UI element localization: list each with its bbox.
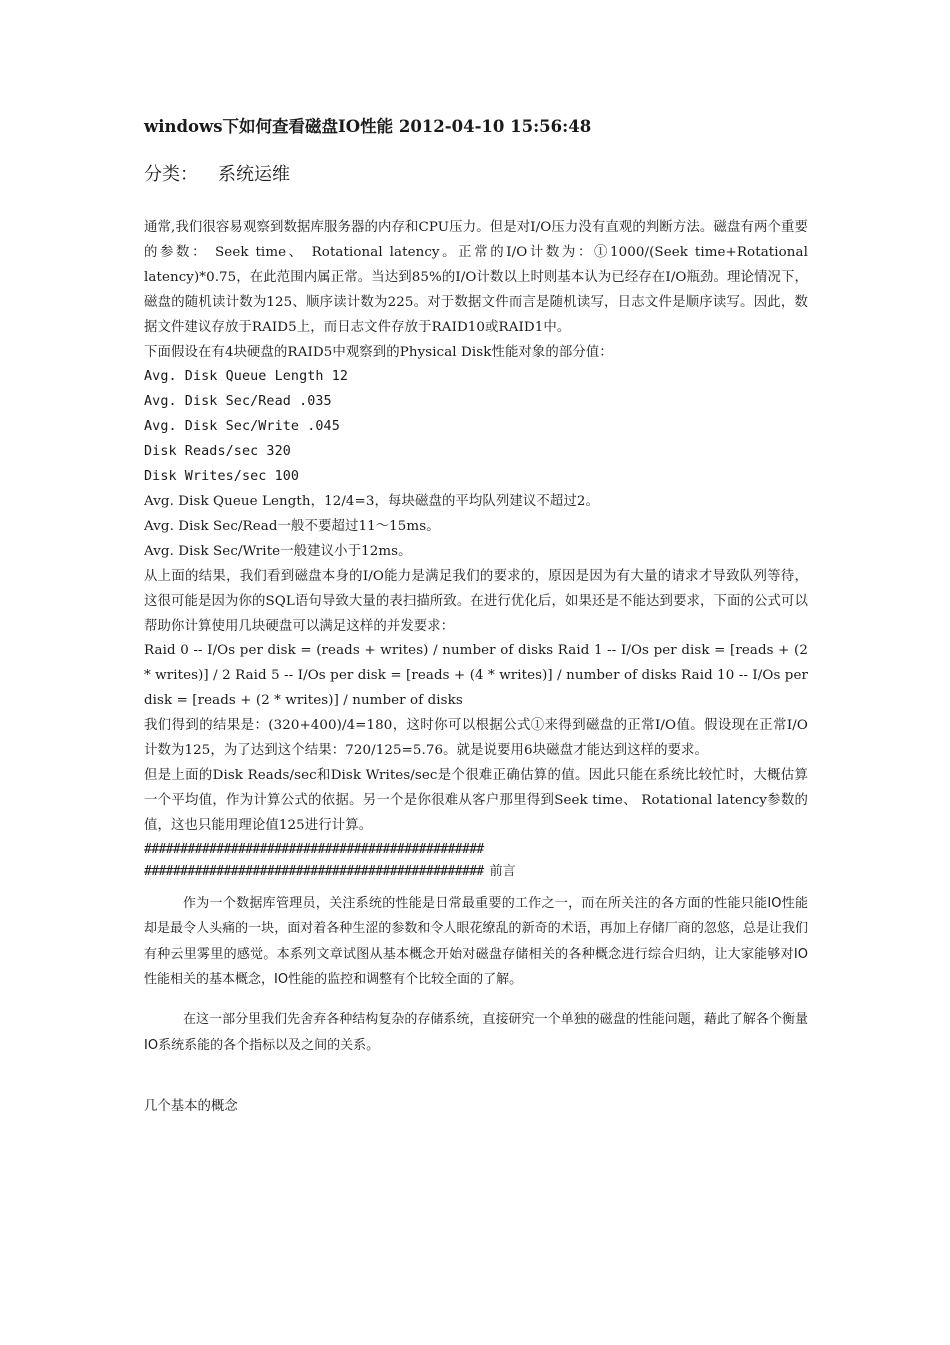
article-body — [144, 216, 808, 883]
hash-run: ############################################### — [144, 863, 484, 879]
hash-separator-with-heading — [144, 861, 808, 883]
counter-line: Disk Writes/sec 100 — [144, 469, 300, 485]
hash-separator: ############################################### — [144, 841, 484, 857]
category-link[interactable]: 系统运维 — [218, 164, 290, 185]
counter-note: Avg. Disk Queue Length，12/4=3，每块磁盘的平均队列建议不超过2。 — [144, 493, 599, 509]
counter-note: Avg. Disk Sec/Write一般建议小于12ms。 — [144, 543, 412, 559]
intro-paragraph: 在这一部分里我们先舍弃各种结构复杂的存储系统，直接研究一个单独的磁盘的性能问题，藉此了解各个衡量IO系统系能的各个指标以及之间的关系。 — [144, 1012, 808, 1053]
counter-line: Avg. Disk Queue Length 12 — [144, 369, 349, 385]
article-title: windows下如何查看磁盘IO性能 2012-04-10 15:56:48 — [144, 117, 592, 136]
document-page — [144, 112, 808, 1118]
counter-line: Avg. Disk Sec/Read .035 — [144, 394, 332, 410]
counter-note: Avg. Disk Sec/Read一般不要超过11～15ms。 — [144, 518, 440, 534]
intro-paragraph: 作为一个数据库管理员，关注系统的性能是日常最重要的工作之一，而在所关注的各方面的性能只能IO性能却是最令人头痛的一块，面对着各种生涩的参数和令人眼花缭乱的新奇的术语，再加上存储厂商的忽悠，总是让我们有种云里雾里的感觉。本系列文章试图从基本概念开始对磁盘存储相关的各种概念进行综合归纳，让大家能够对IO性能相关的基本概念，IO性能的监控和调整有个比较全面的了解。 — [144, 895, 808, 988]
section-heading-basic-concepts: 几个基本的概念 — [144, 1099, 238, 1115]
intro-section — [144, 891, 808, 1119]
paragraph-result: 我们得到的结果是：(320+400)/4=180，这时你可以根据公式①来得到磁盘的正常I/O值。假设现在正常I/O计数为125，为了达到这个结果：720/125=5.76。就是说要用6块磁盘才能达到这样的要求。 — [144, 718, 808, 759]
section-heading-preface: 前言 — [489, 863, 516, 879]
paragraph-formula: Raid 0 -- I/Os per disk = (reads + writes) / number of disks Raid 1 -- I/Os per disk = [reads + (2 * writes)] / 2 Raid 5 -- I/Os per disk = [reads + (4 * writes)] / number of disks Raid 10 -- I/Os per disk = [reads + (2 * writes)] / number of disks — [144, 643, 808, 709]
category-label: 分类： — [144, 164, 198, 185]
counter-line: Avg. Disk Sec/Write .045 — [144, 419, 340, 435]
paragraph-counters-intro: 下面假设在有4块硬盘的RAID5中观察到的Physical Disk性能对象的部分值： — [144, 344, 613, 360]
paragraph-overview: 通常,我们很容易观察到数据库服务器的内存和CPU压力。但是对I/O压力没有直观的判断方法。磁盘有两个重要的参数： Seek time、 Rotational latency。正常的I/O计数为：①1000/(Seek time+Rotational latency)*0.75，在此范围内属正常。当达到85%的I/O计数以上时则基本认为已经存在I/O瓶劲。理论情况下，磁盘的随机读计数为125、顺序读计数为225。对于数据文件而言是随机读写，日志文件是顺序读写。因此，数据文件建议存放于RAID5上，而日志文件存放于RAID10或RAID1中。 — [144, 220, 808, 335]
category-line — [144, 160, 808, 190]
counter-line: Disk Reads/sec 320 — [144, 444, 291, 460]
paragraph-caveat: 但是上面的Disk Reads/sec和Disk Writes/sec是个很难正确估算的值。因此只能在系统比较忙时，大概估算一个平均值，作为计算公式的依据。另一个是你很难从客户那里得到Seek time、 Rotational latency参数的值，这也只能用理论值125进行计算。 — [144, 767, 808, 833]
paragraph-analysis: 从上面的结果，我们看到磁盘本身的I/O能力是满足我们的要求的，原因是因为有大量的请求才导致队列等待，这很可能是因为你的SQL语句导致大量的表扫描所致。在进行优化后，如果还是不能达到要求，下面的公式可以帮助你计算使用几块硬盘可以满足这样的并发要求： — [144, 568, 808, 634]
